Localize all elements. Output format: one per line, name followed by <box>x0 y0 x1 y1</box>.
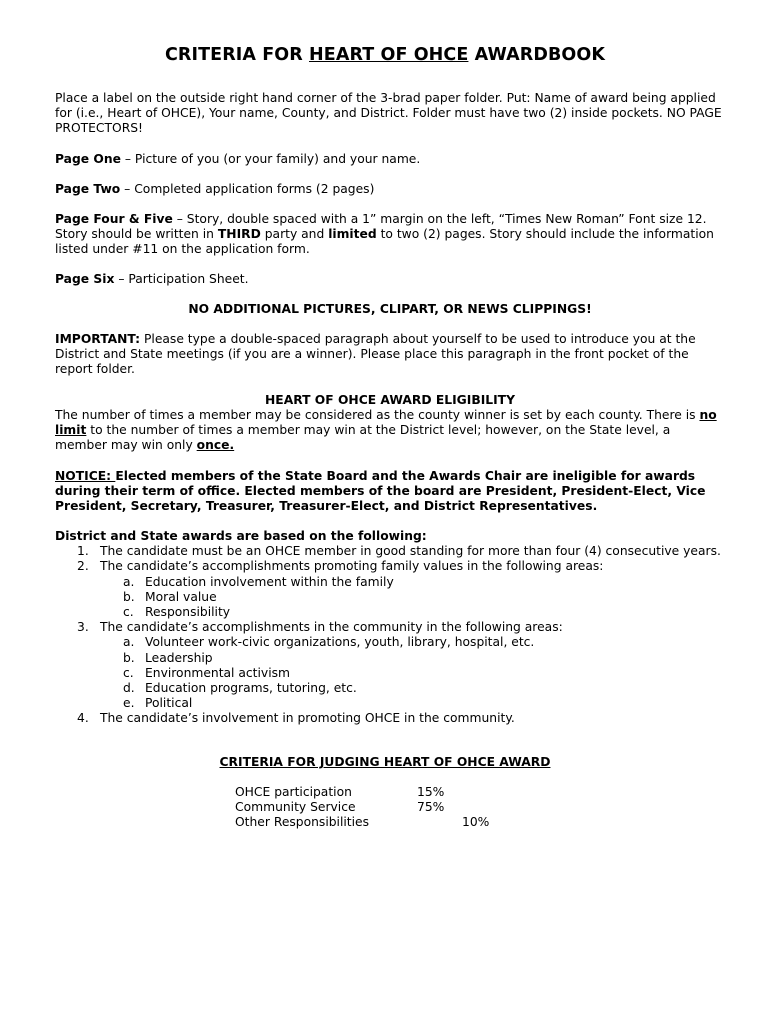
third-emphasis: THIRD <box>217 227 261 242</box>
sub-list-item: a. Education involvement within the family <box>123 574 394 589</box>
no-limit-emphasis: no limit <box>55 408 717 438</box>
notice-text: Elected members of the State Board and the Awards Chair are ineligible for awards during their term of office. Elected members of the board are President, President-Elect, Vice President, Secretary, Treasurer, Treasurer-Elect, and District Representatives. <box>55 469 706 514</box>
page-four-five-paragraph <box>55 212 725 258</box>
sub-list-item: e. Political <box>123 696 193 711</box>
sub-list <box>100 635 725 711</box>
list-item: 3. The candidate’s accomplishments in the community in the following areas: a. Volunteer work-civic organizations, youth, library, hospital, etc. b. Leadership c. Environmental activism d. Education programs, tutoring, etc. e. Political <box>55 620 725 711</box>
title-suffix: AWARDBOOK <box>468 45 606 65</box>
page-one-label: Page One <box>55 152 121 166</box>
eligibility-paragraph <box>55 408 725 454</box>
page-four-five-text2: party and <box>260 227 329 242</box>
limited-emphasis: limited <box>328 227 377 242</box>
judging-label: Community Service <box>235 800 356 814</box>
district-section <box>55 529 725 727</box>
sub-list-item: c. Environmental activism <box>123 665 290 680</box>
judging-label: Other Responsibilities <box>235 815 369 829</box>
criteria-list <box>55 544 725 726</box>
important-label: IMPORTANT: <box>55 332 141 346</box>
intro-paragraph: Place a label on the outside right hand corner of the 3-brad paper folder. Put: Name of award being applied for (i.e., Heart of OHCE), Your name, County, and District. Folder must have two (2) inside pockets. NO PAGE PROTECTORS! <box>55 91 722 136</box>
sub-list-item: b. Moral value <box>123 589 217 604</box>
sub-list-item: a. Volunteer work-civic organizations, youth, library, hospital, etc. <box>123 635 535 650</box>
no-additional-notice: NO ADDITIONAL PICTURES, CLIPART, OR NEWS CLIPPINGS! <box>188 302 592 316</box>
page-two-paragraph <box>55 182 725 197</box>
list-item: 1. The candidate must be an OHCE member in good standing for more than four (4) consecutive years. <box>77 544 721 559</box>
notice-paragraph <box>55 469 725 515</box>
page-four-five-text1: – Story, double spaced with a 1” margin on the left, “Times New Roman” Font size 12. Story should be written in <box>55 212 707 242</box>
list-item: 4. The candidate’s involvement in promoting OHCE in the community. <box>77 711 515 726</box>
page-four-five-label: Page Four & Five <box>55 212 173 226</box>
sub-list <box>100 575 725 621</box>
page-six-label: Page Six <box>55 272 115 286</box>
eligibility-text2: to the number of times a member may win at the District level; however, on the State level, a member may win only <box>55 423 671 453</box>
judging-value: 10% <box>462 815 490 829</box>
title-prefix: CRITERIA FOR <box>164 45 310 65</box>
page-two-text: – Completed application forms (2 pages) <box>120 182 375 196</box>
once-emphasis: once. <box>196 438 235 453</box>
page-one-text: – Picture of you (or your family) and your name. <box>120 152 421 166</box>
page-title <box>0 45 770 65</box>
important-paragraph <box>55 332 725 378</box>
page-six-text: – Participation Sheet. <box>114 272 249 286</box>
eligibility-heading: HEART OF OHCE AWARD ELIGIBILITY <box>265 393 515 407</box>
district-heading: District and State awards are based on the following: <box>55 529 427 543</box>
page-two-label: Page Two <box>55 182 121 196</box>
judging-label: OHCE participation <box>235 785 352 799</box>
judging-heading: CRITERIA FOR JUDGING HEART OF OHCE AWARD <box>219 755 551 769</box>
page-one-paragraph <box>55 152 725 167</box>
judging-value: 75% <box>417 800 445 814</box>
eligibility-text1: The number of times a member may be considered as the county winner is set by each county. There is <box>55 408 700 422</box>
sub-list-item: b. Leadership <box>123 650 213 665</box>
page-six-paragraph <box>55 272 725 287</box>
title-underlined: HEART OF OHCE <box>309 45 469 65</box>
page-four-five-text3: to two (2) pages. Story should include the information listed under #11 on the application form. <box>55 227 714 257</box>
sub-list-item: c. Responsibility <box>123 605 231 620</box>
notice-label: NOTICE: <box>55 469 116 483</box>
judging-value: 15% <box>417 785 445 799</box>
list-item: 2. The candidate’s accomplishments promoting family values in the following areas: a. Education involvement within the family b. Moral value c. Responsibility <box>55 559 725 620</box>
sub-list-item: d. Education programs, tutoring, etc. <box>123 681 357 696</box>
important-text: Please type a double-spaced paragraph about yourself to be used to introduce you at the District and State meetings (if you are a winner). Please place this paragraph in the front pocket of the report folder. <box>55 332 696 377</box>
